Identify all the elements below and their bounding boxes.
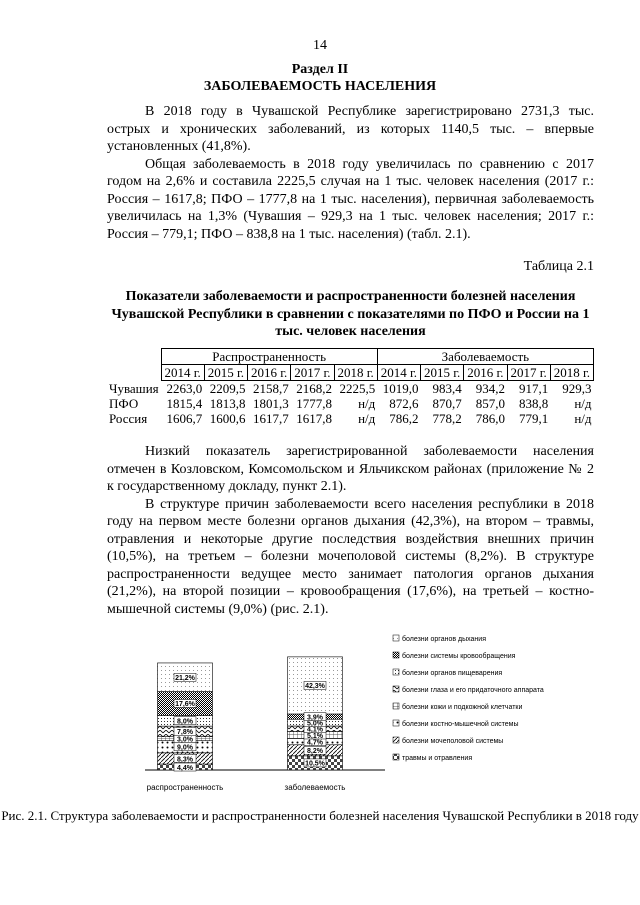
table-cell: 929,3 (562, 381, 592, 396)
row-label: Россия (109, 411, 148, 426)
table-group-header-row (107, 349, 594, 365)
data-label: 8,3% (177, 756, 193, 764)
legend-label: болезни глаза и его придаточного аппарата (402, 687, 544, 694)
data-label: 4,1% (307, 726, 323, 734)
table-cell: 1617,8 (296, 411, 332, 426)
table-cell: 838,8 (519, 396, 549, 411)
data-label: 8,0% (177, 718, 193, 726)
table-cell: 786,0 (475, 411, 505, 426)
table-cell: 857,0 (475, 396, 505, 411)
table-cell: 1606,7 (166, 411, 203, 426)
paragraph: В 2018 году в Чувашской Республике зарегистрировано 2731,3 тыс. острых и хронических заболеваний, из которых 1140,5 тыс. – впервые установленных (41,8%). (107, 104, 594, 154)
table-row (107, 381, 594, 397)
legend-label: болезни органов пищеварения (402, 670, 503, 677)
data-label: 8,2% (307, 748, 323, 756)
table-cell: 2158,7 (253, 381, 289, 396)
legend-swatch (393, 720, 399, 726)
table-cell: 1813,8 (209, 396, 246, 411)
paragraph: В структуре причин заболеваемости всего населения республики в 2018 году на первом месте болезни органов дыхания (42,3%), на втором – травмы, отравления и некоторые другие последствия воздействия внешних причин (10,5%), на третьем – болезни мочеполовой системы (8,2%). В структуре распространенности ведущее место занимает патология органов дыхания (21,2%), на второй позиции – кровообращения (17,6%), на третьей – костно-мышечной системы (9,0%) (рис. 2.1). (107, 496, 594, 617)
table-cell: 1600,6 (209, 411, 246, 426)
year-header: 2018 г. (550, 365, 593, 381)
legend-swatch (393, 669, 399, 675)
year-header: 2018 г. (334, 365, 377, 381)
intro-text (107, 103, 594, 243)
legend-swatch (393, 652, 399, 658)
year-header: 2017 г. (507, 365, 550, 381)
legend-swatch (393, 635, 399, 641)
data-label: 10,5% (305, 760, 325, 768)
legend-label: болезни мочеполовой системы (402, 738, 504, 745)
table-cell: 1617,7 (253, 411, 289, 426)
table-cell: 786,2 (389, 411, 419, 426)
data-label: 21,2% (175, 675, 195, 683)
row-label: Чувашия (109, 380, 159, 396)
table-cell: 917,1 (519, 381, 549, 396)
structure-chart (145, 630, 605, 800)
table-cell: 870,7 (432, 396, 462, 411)
category-label: распространенность (146, 783, 224, 792)
morbidity-table (107, 348, 594, 426)
year-header: 2014 г. (377, 365, 420, 381)
legend-swatch (393, 737, 399, 743)
table-cell: н/д (358, 396, 376, 411)
data-label: 42,3% (305, 683, 325, 691)
data-label: 4,7% (307, 739, 323, 747)
analysis-text (107, 443, 594, 618)
row-label: ПФО (109, 396, 139, 411)
table-cell: 1801,3 (253, 396, 289, 411)
year-header: 2015 г. (204, 365, 247, 381)
data-label: 17,6% (175, 701, 195, 709)
year-header: 2014 г. (161, 365, 204, 381)
table-title: Показатели заболеваемости и распространенности болезней населения Чувашской Республики в сравнении с показателями по ПФО и России на 1 тыс. человек населения (111, 289, 590, 339)
table-cell: 1815,4 (166, 396, 203, 411)
table-cell: 2209,5 (209, 381, 246, 396)
table-cell: 2225,5 (339, 381, 376, 396)
paragraph: Общая заболеваемость в 2018 году увеличилась по сравнению с 2017 годом на 2,6% и составила 2225,5 случая на 1 тыс. человек населения (2017 г.: Россия – 1617,8; ПФО – 1777,8 на 1 тыс. населения), первичная заболеваемость увеличилась на 1,3% (Чувашия – 929,3 на 1 тыс. человек населения; 2017 г.: Россия – 779,1; ПФО – 838,8 на 1 тыс. населения) (табл. 2.1). (107, 156, 594, 242)
table-row (107, 396, 594, 411)
table-year-header-row (107, 365, 594, 381)
table-cell: 779,1 (519, 411, 549, 426)
paragraph: Низкий показатель зарегистрированной заболеваемости населения отмечен в Козловском, Комсомольском и Яльчикском районах (приложение № 2 к государственному докладу, пункт 2.1). (107, 444, 594, 494)
table-cell: 2168,2 (296, 381, 332, 396)
legend-label: болезни системы кровообращения (402, 653, 516, 660)
section-label: Раздел II (291, 62, 349, 77)
table-row (107, 411, 594, 426)
table-cell: 872,6 (389, 396, 419, 411)
category-label: заболеваемость (284, 783, 346, 792)
group-header-incidence: Заболеваемость (377, 349, 593, 365)
figure-caption: Рис. 2.1. Структура заболеваемости и распространенности болезней населения Чувашской Республики в 2018 году (1, 808, 639, 823)
legend-label: болезни органов дыхания (402, 636, 486, 643)
legend-label: травмы и отравления (402, 755, 473, 762)
table-cell: н/д (358, 411, 376, 426)
page-number: 14 (313, 38, 327, 53)
legend-swatch (393, 754, 399, 760)
table-cell: н/д (574, 396, 592, 411)
data-label: 5,0% (307, 720, 323, 728)
table-cell: 2263,0 (166, 381, 203, 396)
year-header: 2017 г. (291, 365, 334, 381)
table-cell: 934,2 (475, 381, 505, 396)
group-header-prevalence: Распространенность (161, 349, 377, 365)
legend-label: болезни кожи и подкожной клетчатки (402, 704, 523, 711)
data-label: 7,8% (177, 729, 193, 737)
legend-swatch (393, 686, 399, 692)
table-cell: 1777,8 (296, 396, 332, 411)
data-label: 5,1% (307, 732, 323, 740)
year-header: 2015 г. (421, 365, 464, 381)
data-label: 3,0% (177, 736, 193, 744)
data-label: 4,4% (177, 764, 193, 772)
table-label: Таблица 2.1 (523, 259, 594, 274)
table-cell: н/д (574, 411, 592, 426)
year-header: 2016 г. (464, 365, 507, 381)
data-label: 3,9% (307, 714, 323, 722)
section-title: ЗАБОЛЕВАЕМОСТЬ НАСЕЛЕНИЯ (203, 79, 437, 94)
table-cell: 778,2 (432, 411, 462, 426)
year-header: 2016 г. (248, 365, 291, 381)
table-cell: 1019,0 (382, 381, 419, 396)
data-label: 9,0% (177, 744, 193, 752)
legend-label: болезни костно-мышечной системы (402, 721, 519, 728)
legend-swatch (393, 703, 399, 709)
table-cell: 983,4 (432, 381, 462, 396)
